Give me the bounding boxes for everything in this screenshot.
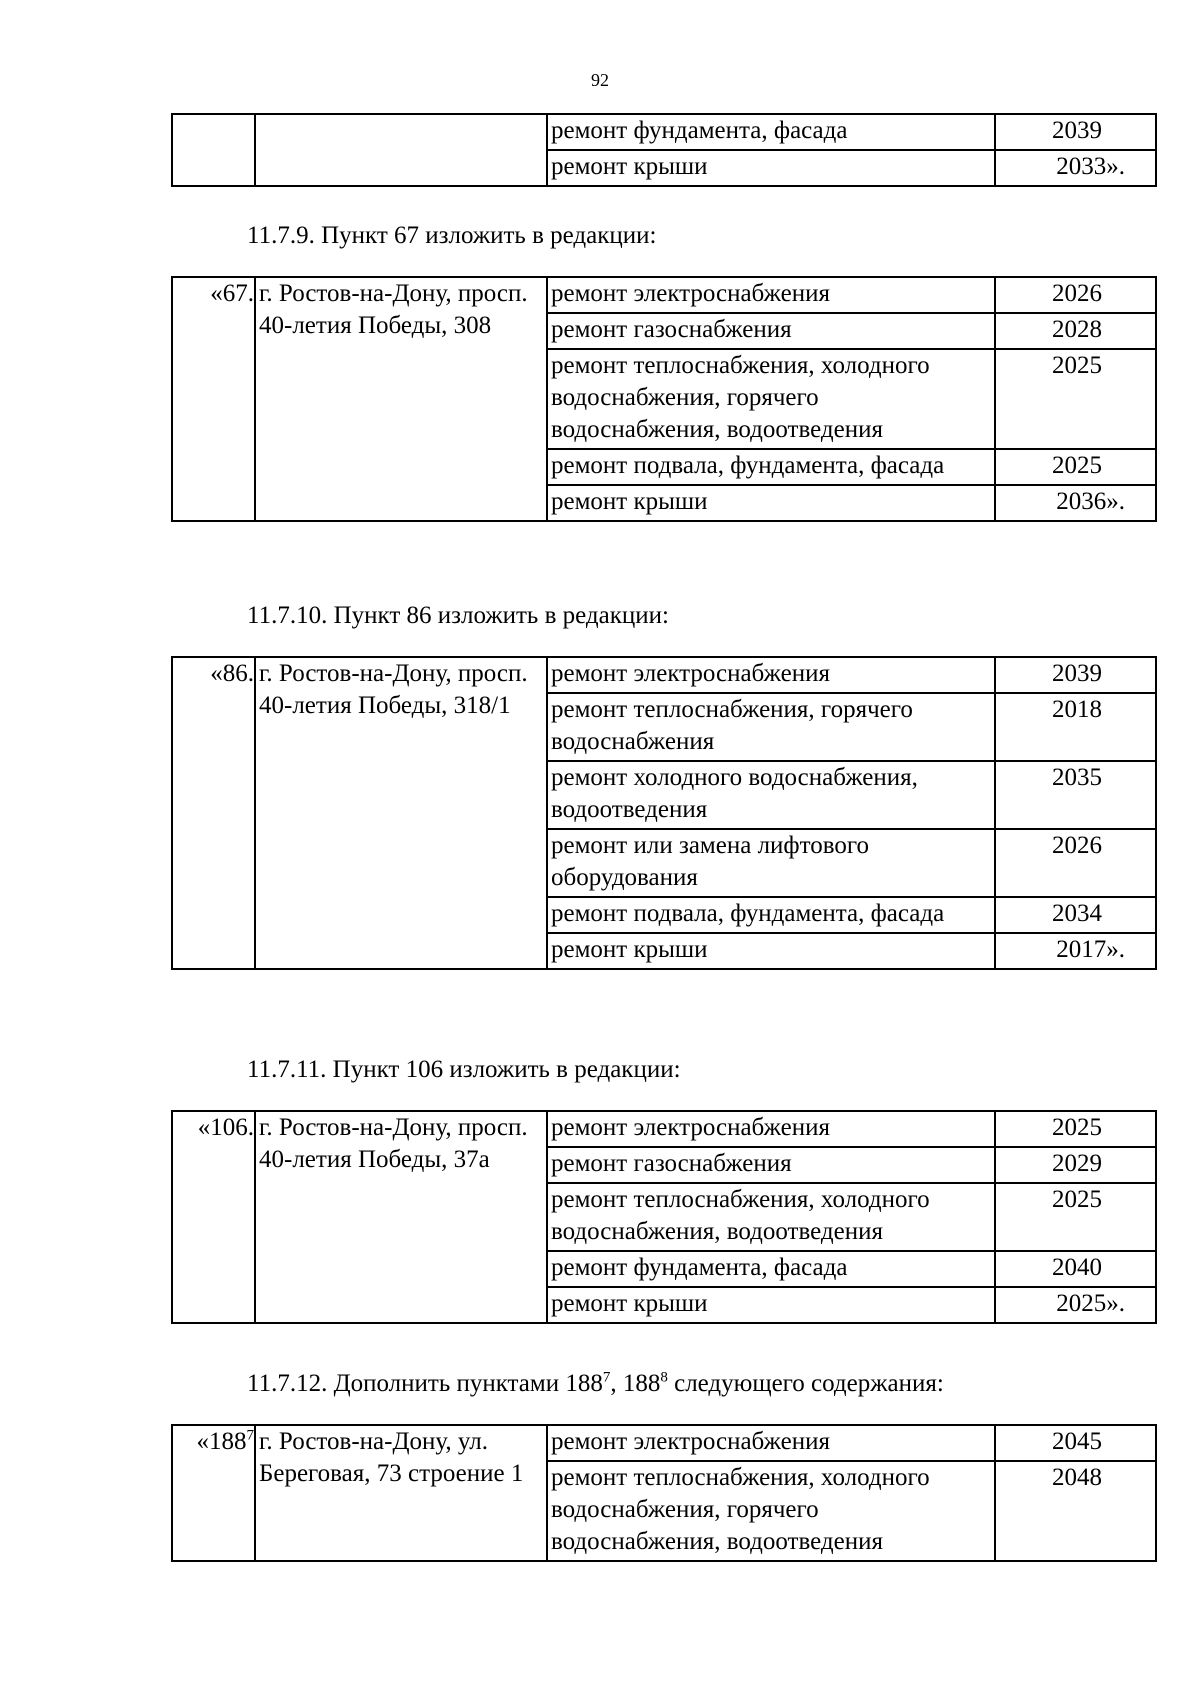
- year-cell: 2040: [995, 1251, 1156, 1287]
- work-cell: ремонт теплоснабжения, горячего водоснабжения: [547, 693, 995, 761]
- number-cell: [172, 1425, 255, 1561]
- work-cell: ремонт теплоснабжения, холодного водоснабжения, горячего водоснабжения, водоотведения: [547, 1461, 995, 1561]
- number-cell: «86.: [172, 657, 255, 969]
- year-cell: 2028: [995, 313, 1156, 349]
- year-cell: 2026: [995, 277, 1156, 313]
- work-cell: ремонт подвала, фундамента, фасада: [547, 449, 995, 485]
- year-cell: 2034: [995, 897, 1156, 933]
- paragraph-point-67: 11.7.9. Пункт 67 изложить в редакции:: [247, 222, 657, 249]
- paragraph-points-188: [247, 1370, 944, 1398]
- para-text: следующего содержания:: [667, 1370, 944, 1397]
- work-cell: ремонт теплоснабжения, холодного водоснабжения, водоотведения: [547, 1183, 995, 1251]
- work-cell: ремонт теплоснабжения, холодного водоснабжения, горячего водоснабжения, водоотведения: [547, 349, 995, 449]
- work-cell: ремонт крыши: [547, 933, 995, 969]
- year-cell: 2045: [995, 1425, 1156, 1461]
- number-cell: «106.: [172, 1111, 255, 1323]
- year-cell: 2048: [995, 1461, 1156, 1561]
- year-cell: 2036».: [995, 485, 1156, 521]
- table-row: [172, 657, 1156, 693]
- paragraph-point-106: 11.7.11. Пункт 106 изложить в редакции:: [247, 1056, 681, 1083]
- para-text: , 188: [610, 1370, 661, 1397]
- address-cell: г. Ростов-на-Дону, просп. 40-летия Победы, 308: [255, 277, 547, 521]
- work-cell: ремонт крыши: [547, 1287, 995, 1323]
- page-number: 92: [591, 70, 609, 90]
- work-cell: ремонт холодного водоснабжения, водоотведения: [547, 761, 995, 829]
- year-cell: 2017».: [995, 933, 1156, 969]
- table-row: [172, 1425, 1156, 1461]
- work-cell: ремонт фундамента, фасада: [547, 1251, 995, 1287]
- work-cell: ремонт крыши: [547, 485, 995, 521]
- table-row: [172, 1111, 1156, 1147]
- work-cell: ремонт газоснабжения: [547, 1147, 995, 1183]
- work-cell: ремонт газоснабжения: [547, 313, 995, 349]
- table-continuation: [171, 113, 1157, 187]
- year-cell: 2025: [995, 449, 1156, 485]
- table-row: [172, 277, 1156, 313]
- year-cell: 2035: [995, 761, 1156, 829]
- year-cell: 2025: [995, 349, 1156, 449]
- work-cell: ремонт электроснабжения: [547, 277, 995, 313]
- table-point-106: [171, 1110, 1157, 1324]
- table-point-67: [171, 276, 1157, 522]
- table-point-86: [171, 656, 1157, 970]
- superscript: 8: [660, 1369, 668, 1386]
- year-cell: 2039: [995, 114, 1156, 150]
- address-cell: [255, 114, 547, 186]
- year-cell: 2018: [995, 693, 1156, 761]
- work-cell: ремонт электроснабжения: [547, 1111, 995, 1147]
- year-cell: 2026: [995, 829, 1156, 897]
- address-cell: г. Ростов-на-Дону, просп. 40-летия Победы, 318/1: [255, 657, 547, 969]
- work-cell: ремонт электроснабжения: [547, 1425, 995, 1461]
- table-row: [172, 114, 1156, 150]
- superscript: 7: [246, 1427, 254, 1444]
- work-cell: ремонт или замена лифтового оборудования: [547, 829, 995, 897]
- superscript: 7: [602, 1369, 611, 1386]
- year-cell: 2025: [995, 1111, 1156, 1147]
- number-cell: «67.: [172, 277, 255, 521]
- work-cell: ремонт электроснабжения: [547, 657, 995, 693]
- number-cell: [172, 114, 255, 186]
- year-cell: 2025».: [995, 1287, 1156, 1323]
- address-cell: г. Ростов-на-Дону, ул. Береговая, 73 строение 1: [255, 1425, 547, 1561]
- work-cell: ремонт подвала, фундамента, фасада: [547, 897, 995, 933]
- work-cell: ремонт крыши: [547, 150, 995, 186]
- number-text: «188: [196, 1428, 247, 1455]
- work-cell: ремонт фундамента, фасада: [547, 114, 995, 150]
- year-cell: 2033».: [995, 150, 1156, 186]
- paragraph-point-86: 11.7.10. Пункт 86 изложить в редакции:: [247, 602, 669, 629]
- year-cell: 2039: [995, 657, 1156, 693]
- year-cell: 2029: [995, 1147, 1156, 1183]
- year-cell: 2025: [995, 1183, 1156, 1251]
- para-text: 11.7.12. Дополнить пунктами 188: [247, 1370, 603, 1397]
- table-point-188-7: [171, 1424, 1157, 1562]
- address-cell: г. Ростов-на-Дону, просп. 40-летия Победы, 37а: [255, 1111, 547, 1323]
